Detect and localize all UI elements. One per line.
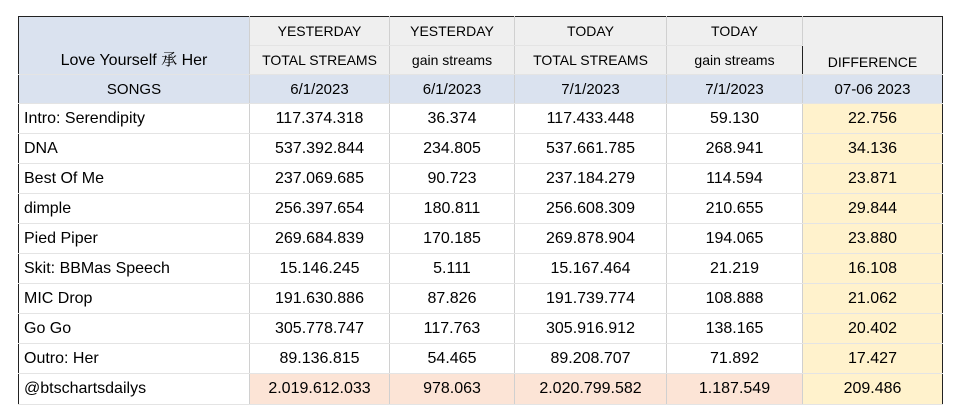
song-name: Skit: BBMas Speech xyxy=(19,254,250,284)
stream-cell: 180.811 xyxy=(390,194,515,224)
stream-cell: 305.916.912 xyxy=(515,314,667,344)
table-row xyxy=(19,104,943,134)
difference-cell: 16.108 xyxy=(803,254,943,284)
stream-cell: 15.167.464 xyxy=(515,254,667,284)
difference-cell: 17.427 xyxy=(803,344,943,374)
stream-cell: 194.065 xyxy=(667,224,803,254)
column-header: gain streams xyxy=(390,46,515,75)
column-date: 7/1/2023 xyxy=(667,75,803,104)
song-name: Pied Piper xyxy=(19,224,250,254)
song-name: DNA xyxy=(19,134,250,164)
total-cell: 2.020.799.582 xyxy=(515,374,667,405)
songs-header: SONGS xyxy=(19,75,250,104)
stream-cell: 191.630.886 xyxy=(250,284,390,314)
stream-cell: 138.165 xyxy=(667,314,803,344)
song-name: MIC Drop xyxy=(19,284,250,314)
stream-cell: 89.136.815 xyxy=(250,344,390,374)
column-date: 6/1/2023 xyxy=(390,75,515,104)
stream-cell: 117.374.318 xyxy=(250,104,390,134)
stream-cell: 537.661.785 xyxy=(515,134,667,164)
difference-header: DIFFERENCE xyxy=(803,17,943,75)
difference-cell: 29.844 xyxy=(803,194,943,224)
stream-cell: 59.130 xyxy=(667,104,803,134)
stream-cell: 90.723 xyxy=(390,164,515,194)
table-row xyxy=(19,194,943,224)
album-title: Love Yourself 承 Her xyxy=(19,17,250,75)
difference-cell: 20.402 xyxy=(803,314,943,344)
stream-cell: 114.594 xyxy=(667,164,803,194)
column-group-header: TODAY xyxy=(515,17,667,46)
stream-cell: 21.219 xyxy=(667,254,803,284)
table-row xyxy=(19,254,943,284)
difference-cell: 34.136 xyxy=(803,134,943,164)
stream-cell: 36.374 xyxy=(390,104,515,134)
difference-cell: 22.756 xyxy=(803,104,943,134)
table-row xyxy=(19,134,943,164)
stream-cell: 71.892 xyxy=(667,344,803,374)
column-group-header: TODAY xyxy=(667,17,803,46)
stream-cell: 87.826 xyxy=(390,284,515,314)
column-group-header: YESTERDAY xyxy=(250,17,390,46)
stream-cell: 54.465 xyxy=(390,344,515,374)
difference-cell: 21.062 xyxy=(803,284,943,314)
difference-cell: 23.871 xyxy=(803,164,943,194)
column-date: 07-06 2023 xyxy=(803,75,943,104)
song-name: Best Of Me xyxy=(19,164,250,194)
stream-cell: 237.069.685 xyxy=(250,164,390,194)
song-name: Intro: Serendipity xyxy=(19,104,250,134)
column-header: TOTAL STREAMS xyxy=(515,46,667,75)
streams-table xyxy=(18,16,943,405)
stream-cell: 108.888 xyxy=(667,284,803,314)
column-date: 6/1/2023 xyxy=(250,75,390,104)
header-row-top xyxy=(19,17,943,46)
table-row xyxy=(19,344,943,374)
stream-cell: 305.778.747 xyxy=(250,314,390,344)
table-row xyxy=(19,314,943,344)
song-name: dimple xyxy=(19,194,250,224)
stream-cell: 170.185 xyxy=(390,224,515,254)
column-group-header: YESTERDAY xyxy=(390,17,515,46)
total-cell: 2.019.612.033 xyxy=(250,374,390,405)
stream-cell: 256.397.654 xyxy=(250,194,390,224)
header-row-dates xyxy=(19,75,943,104)
table-row xyxy=(19,224,943,254)
song-name: Go Go xyxy=(19,314,250,344)
total-cell: 978.063 xyxy=(390,374,515,405)
stream-cell: 117.763 xyxy=(390,314,515,344)
stream-cell: 5.111 xyxy=(390,254,515,284)
total-label: @btschartsdailys xyxy=(19,374,250,405)
total-cell: 1.187.549 xyxy=(667,374,803,405)
stream-cell: 234.805 xyxy=(390,134,515,164)
table-row xyxy=(19,164,943,194)
stream-cell: 117.433.448 xyxy=(515,104,667,134)
stream-cell: 237.184.279 xyxy=(515,164,667,194)
stream-cell: 210.655 xyxy=(667,194,803,224)
table-row xyxy=(19,284,943,314)
column-header: gain streams xyxy=(667,46,803,75)
stream-cell: 269.878.904 xyxy=(515,224,667,254)
stream-cell: 537.392.844 xyxy=(250,134,390,164)
stream-cell: 256.608.309 xyxy=(515,194,667,224)
column-header: TOTAL STREAMS xyxy=(250,46,390,75)
column-date: 7/1/2023 xyxy=(515,75,667,104)
total-row xyxy=(19,374,943,405)
total-cell: 209.486 xyxy=(803,374,943,405)
stream-cell: 268.941 xyxy=(667,134,803,164)
song-name: Outro: Her xyxy=(19,344,250,374)
stream-cell: 15.146.245 xyxy=(250,254,390,284)
stream-cell: 191.739.774 xyxy=(515,284,667,314)
stream-cell: 269.684.839 xyxy=(250,224,390,254)
difference-cell: 23.880 xyxy=(803,224,943,254)
stream-cell: 89.208.707 xyxy=(515,344,667,374)
